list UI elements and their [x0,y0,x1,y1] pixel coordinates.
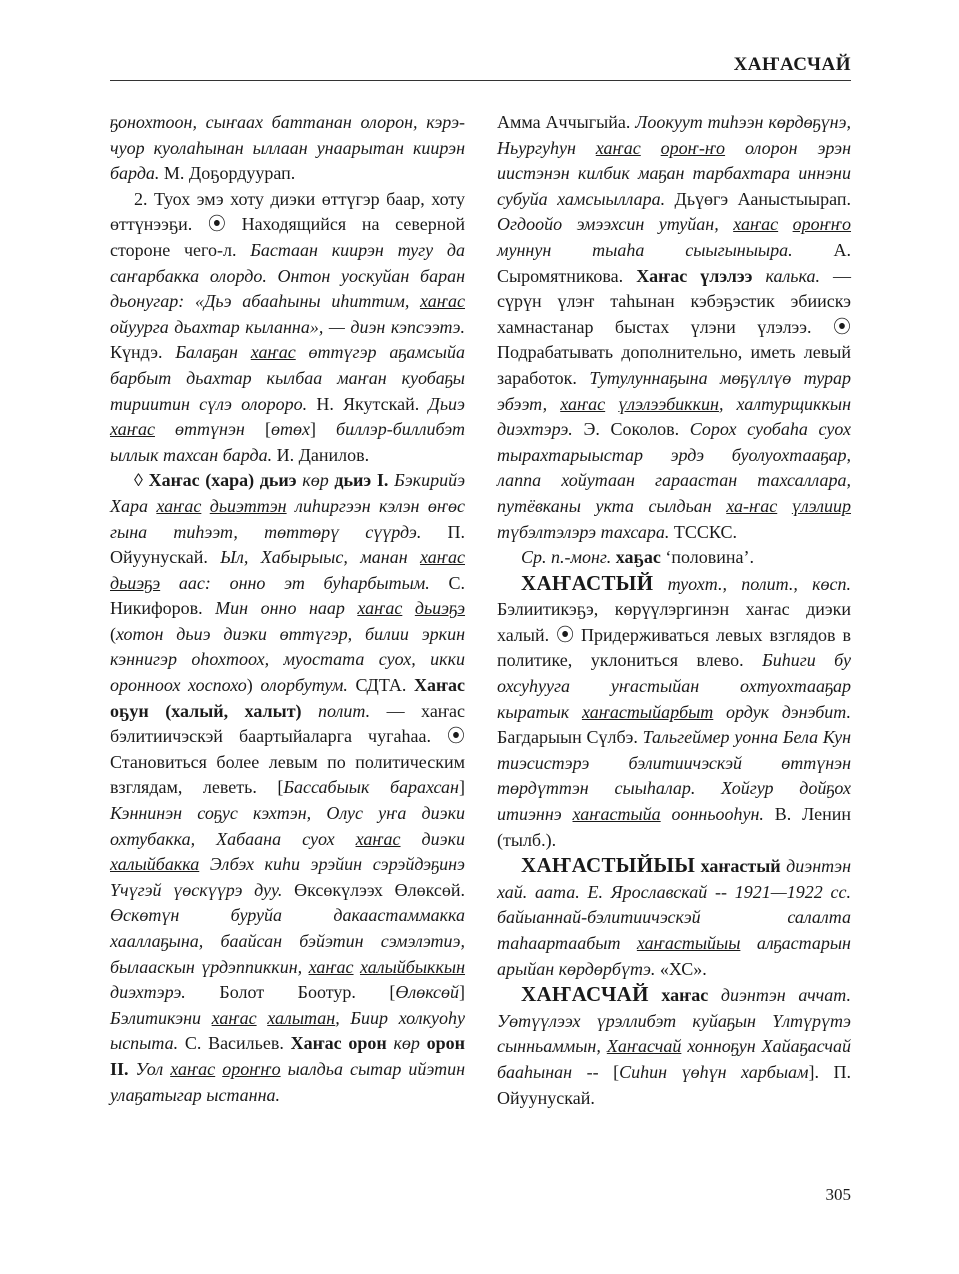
entry-paragraph: ◊ Хаҥас (хара) дьиэ көр дьиэ I. Бэкирийэ Хара хаҥас дьиэттэн лиһиргээн кэлэн өҥөс гына тиһээт, төттөрү сүүрдэ. П. Ойуунускай. Ыл, Хабырыыс, манан хаҥас дьиэҕэ аас: онно эт буһарбытым. С. Никифоров. Мин онно наар хаҥас дьиэҕэ (хотон дьиэ диэки өттүгэр, билии эркин кэннигэр оһохтоох, муостата суох, икки оронноох хоспохо) олорбутум. СДТА. Хаҥас оҕун (халый, халыт) полит. — хаҥас бэлитиичэскэй баартыйаларга чугаһаа. ⦿ Становиться более левым по политическим взглядам, леветь. [Бассабыык барахсан] Кэннинэн соҕус кэхтэн, Олус уҥа диэки охтубакка, Хабаана суох хаҥас диэки халыйбакка Элбэх киһи эрэйин сэрэйдэҕинэ Үчүгэй үөскүүрэ дуу. Өксөкүлээх Өлөксөй. Өскөтүн буруйа дакаастаммакка хааллаҕына, баайсан бэйэтин сэмэлэтиэ, былааскын үрдэппиккин, хаҥас халыйбыккын диэхтэрэ. Болот Боотур. [Өлөксөй] Бэлитикэни хаҥас халытан, Биир холкуоһу ыспыта. С. Васильев. Хаҥас орон көр орон II. Уол хаҥас ороҥҥо ыалдьа сытар ийэтин улаҕатыгар ыстанна. [110,470,466,1105]
page-number: 305 [825,1185,851,1204]
entry-paragraph: ХАҤАСТЫЙЫЫ хаҥастый диэнтэн хай. аата. Е. Ярославскай -- 1921—1922 сс. байыаннай-бэлитиичэскэй салалта таһаартаабыт хаҥастыйыы алҕастарын арыйан көрдөрбүтэ. «ХС». [497,853,852,979]
running-header: ХАҤАСЧАЙ [733,54,851,75]
entry-paragraph: ХАҤАСТЫЙ туохт., полит., көсп. Бэлиитикэҕэ, көрүүлэргинэн хаҥас диэки халый. ⦿ Придерживаться левых взглядов в политике, уклониться влево. Биһиги бу охсуһууга уҥастыйан охтуохтааҕар кыратык хаҥастыйарбыт ордук дэнэбит. Багдарыын Сүлбэ. Тальгеймер уонна Бела Кун тиэсистэрэ бэлитиичэскэй өттүнэн төрдүттэн сыыһалар. Хойгур дойҕох итиэннэ хаҥастыйа оонньооһун. В. Ленин (тылб.). [497,570,852,850]
entry-paragraph: 2. Туох эмэ хоту диэки өттүгэр баар, хоту өттүнээҕи. ⦿ Находящийся на северной стороне чего-л. Бастаан киирэн тугу да саҥарбакка олордо. Онтон уоскуйан баран дьонугар: «Дьэ абааһыны иһиттим, хаҥас ойуурга дьахтар кыланна», — диэн кэпсээтэ. Күндэ. Балаҕан хаҥас өттүгэр аҕамсыйа барбыт дьахтар кылбаа маҥан куобаҕы тириитин сүлэ олороро. Н. Якутскай. Дьиэ хаҥас өттүнэн [өтөх] биллэр-биллибэт ыллык тахсан барда. И. Данилов. [110,188,465,465]
entry-paragraph: Амма Аччыгыйа. Лоокуут тиһээн көрдөҕүнэ, Ньургуһун хаҥас ороҥ-ҥо олорон эрэн иистэнэн килбик маҕан тарбахтара иннэни субуйа хамсыыллара. Дьүөгэ Ааныстыырап. Огдоойо эмээхсин утуйан, хаҥас ороҥҥо муннун тыаһа сыыгыныыра. А. Сыромятникова. Хаҥас үлэлээ калька. — сүрүн үлэҥ таһынан кэбэҕэстик эбиискэ хамнастанар быстах үлэни үлэлээ. ⦿ Подрабатывать дополнительно, иметь левый заработок. Тутулуннаҕына мөҕүллүө турар эбээт, хаҥас үлэлээбиккин, халтурщиккын диэхтэрэ. Э. Соколов. Сорох суобаһа суох тырахтарыыстар эрдэ буолуохтааҕар, лаппа хойутаан гараастан тахсаллара, путёвканы укта сылдьан ха-ҥас үлэлиир түбэлтэлэрэ тахсара. ТССКС. [497,112,852,542]
entry-paragraph: ХАҤАСЧАЙ хаҥас диэнтэн аччат. Уөтүүлээх үрэллибэт куйаҕын Үлтүрүтэ сынньаммын, Хаҥасчай хонноҕун Хайаҕасчай бааһынан -- [Сиһин үөһүн харбыам]. П. Ойуунускай. [497,982,852,1108]
left-column [110,110,465,1108]
right-column [497,110,851,1111]
entry-paragraph: ҕонохтоон, сыҥаах баттанан олорон, кэрэ-чуор куолаһынан ыллаан унаарытан киирэн барда. М. Доҕордуурап. [110,112,465,184]
etymology-paragraph: Ср. п.-монг. хаҕас ‘половина’. [521,547,754,568]
header-rule [110,80,851,81]
